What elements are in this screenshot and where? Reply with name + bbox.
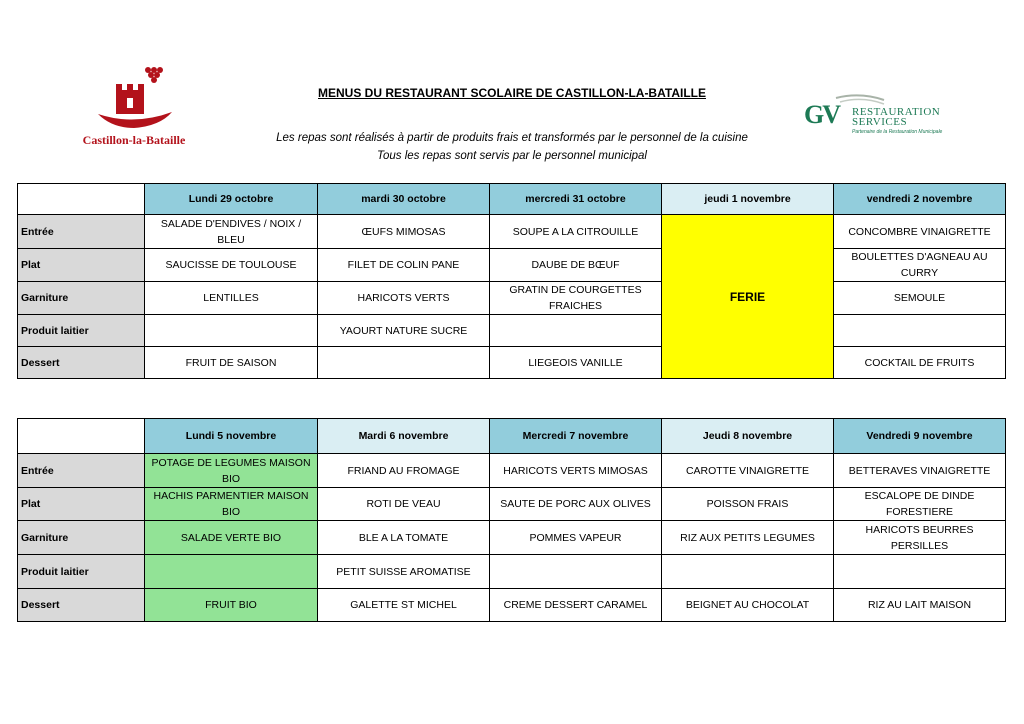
table-header-row [18, 184, 1006, 215]
row-label-garniture: Garniture [18, 521, 145, 555]
menu-cell: SAUCISSE DE TOULOUSE [145, 249, 318, 282]
page-title: MENUS DU RESTAURANT SCOLAIRE DE CASTILLON-LA-BATAILLE [318, 86, 706, 100]
day-header: mardi 30 octobre [318, 184, 490, 215]
row-label-garniture: Garniture [18, 282, 145, 315]
row-label-plat: Plat [18, 249, 145, 282]
menu-cell: HARICOTS BEURRES PERSILLES [834, 521, 1006, 555]
menu-cell: BETTERAVES VINAIGRETTE [834, 454, 1006, 488]
gv-name [852, 107, 940, 127]
corner-cell [18, 184, 145, 215]
menu-cell: SEMOULE [834, 282, 1006, 315]
row-label-dessert: Dessert [18, 589, 145, 622]
menu-cell: ROTI DE VEAU [318, 488, 490, 521]
menu-cell: GRATIN DE COURGETTES FRAICHES [490, 282, 662, 315]
menu-cell: CREME DESSERT CARAMEL [490, 589, 662, 622]
menu-cell: RIZ AU LAIT MAISON [834, 589, 1006, 622]
day-header: Vendredi 9 novembre [834, 419, 1006, 454]
gv-name-line1: RESTAURATION [852, 106, 941, 118]
gv-tagline: Partenaire de la Restauration Municipale [852, 129, 943, 135]
gv-logo [800, 92, 970, 152]
table-row [18, 521, 1006, 555]
ferie-cell: FERIE [662, 215, 834, 379]
menu-cell: FILET DE COLIN PANE [318, 249, 490, 282]
menu-cell: HARICOTS VERTS MIMOSAS [490, 454, 662, 488]
menu-cell [145, 555, 318, 589]
table-row [18, 488, 1006, 521]
menu-cell: POTAGE DE LEGUMES MAISON BIO [145, 454, 318, 488]
menu-cell: BOULETTES D'AGNEAU AU CURRY [834, 249, 1006, 282]
table-row [18, 215, 1006, 249]
menu-cell: SOUPE A LA CITROUILLE [490, 215, 662, 249]
table-row [18, 347, 1006, 379]
row-label-plat: Plat [18, 488, 145, 521]
day-header: mercredi 31 octobre [490, 184, 662, 215]
day-header: Mardi 6 novembre [318, 419, 490, 454]
table-row [18, 315, 1006, 347]
row-label-dessert: Dessert [18, 347, 145, 379]
menu-cell: LENTILLES [145, 282, 318, 315]
menu-cell: GALETTE ST MICHEL [318, 589, 490, 622]
menu-cell: PETIT SUISSE AROMATISE [318, 555, 490, 589]
menu-cell [834, 555, 1006, 589]
gv-name-line2: SERVICES [852, 116, 908, 128]
menu-table-week-1 [17, 183, 1006, 379]
table-row [18, 589, 1006, 622]
menu-cell: SALADE VERTE BIO [145, 521, 318, 555]
day-header: Lundi 5 novembre [145, 419, 318, 454]
menu-cell: HARICOTS VERTS [318, 282, 490, 315]
day-header: Mercredi 7 novembre [490, 419, 662, 454]
day-header: jeudi 1 novembre [662, 184, 834, 215]
table-row [18, 555, 1006, 589]
day-header: Jeudi 8 novembre [662, 419, 834, 454]
menu-cell: ESCALOPE DE DINDE FORESTIERE [834, 488, 1006, 521]
menu-cell: ŒUFS MIMOSAS [318, 215, 490, 249]
town-logo [64, 64, 204, 148]
menu-cell [145, 315, 318, 347]
menu-cell [318, 347, 490, 379]
day-header: Lundi 29 octobre [145, 184, 318, 215]
menu-cell: FRUIT DE SAISON [145, 347, 318, 379]
menu-cell: FRUIT BIO [145, 589, 318, 622]
menu-cell: FRIAND AU FROMAGE [318, 454, 490, 488]
row-label-entree: Entrée [18, 215, 145, 249]
table-row [18, 282, 1006, 315]
subtitle-1: Les repas sont réalisés à partir de produits frais et transformés par le personnel de la cuisine [276, 132, 748, 144]
menu-cell: CONCOMBRE VINAIGRETTE [834, 215, 1006, 249]
corner-cell [18, 419, 145, 454]
menu-cell: SAUTE DE PORC AUX OLIVES [490, 488, 662, 521]
row-label-produit-laitier: Produit laitier [18, 315, 145, 347]
menu-cell: RIZ AUX PETITS LEGUMES [662, 521, 834, 555]
menu-cell: CAROTTE VINAIGRETTE [662, 454, 834, 488]
gv-mark: GV [804, 100, 839, 129]
menu-cell: SALADE D'ENDIVES / NOIX / BLEU [145, 215, 318, 249]
menu-cell: LIEGEOIS VANILLE [490, 347, 662, 379]
table-header-row [18, 419, 1006, 454]
castle-icon [64, 64, 204, 134]
menu-cell: HACHIS PARMENTIER MAISON BIO [145, 488, 318, 521]
row-label-produit-laitier: Produit laitier [18, 555, 145, 589]
subtitle-2: Tous les repas sont servis par le personnel municipal [377, 150, 647, 162]
menu-table-week-2 [17, 418, 1006, 622]
day-header: vendredi 2 novembre [834, 184, 1006, 215]
menu-cell: BLE A LA TOMATE [318, 521, 490, 555]
menu-cell: POMMES VAPEUR [490, 521, 662, 555]
menu-cell [662, 555, 834, 589]
table-row [18, 454, 1006, 488]
table-row [18, 249, 1006, 282]
menu-cell: POISSON FRAIS [662, 488, 834, 521]
menu-cell: COCKTAIL DE FRUITS [834, 347, 1006, 379]
menu-cell [834, 315, 1006, 347]
town-name: Castillon-la-Bataille [82, 133, 186, 147]
menu-cell: DAUBE DE BŒUF [490, 249, 662, 282]
menu-cell: BEIGNET AU CHOCOLAT [662, 589, 834, 622]
menu-cell [490, 555, 662, 589]
menu-cell [490, 315, 662, 347]
row-label-entree: Entrée [18, 454, 145, 488]
menu-cell: YAOURT NATURE SUCRE [318, 315, 490, 347]
